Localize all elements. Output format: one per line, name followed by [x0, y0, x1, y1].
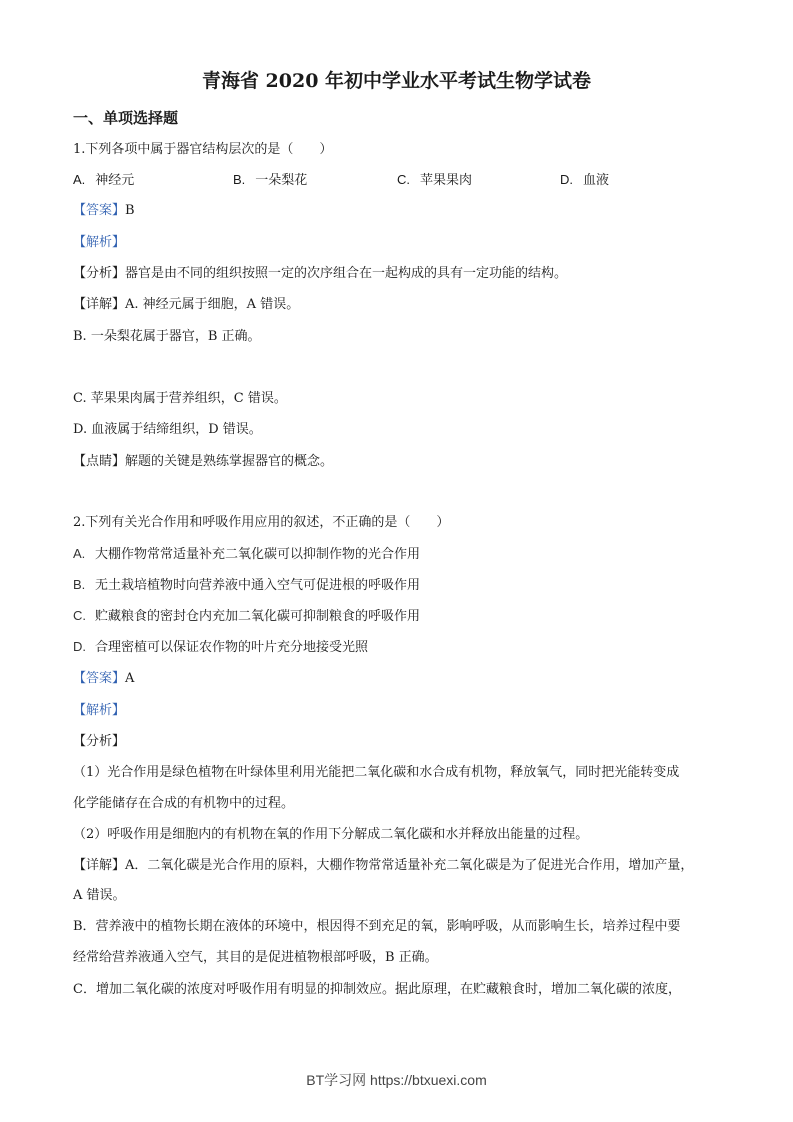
q2-answer-value: A [125, 671, 135, 686]
section-heading: 一、单项选择题 [73, 109, 179, 127]
q2-respiration-line: （2）呼吸作用是细胞内的有机物在氧的作用下分解成二氧化碳和水并释放出能量的过程。 [73, 827, 589, 842]
q2-option-b-letter: B. [73, 577, 86, 592]
q1-option-c-letter: C. [397, 172, 410, 187]
q1-analysis-tag: 【解析】 [73, 235, 126, 250]
q2-option-b [73, 576, 420, 595]
q2-detail-c-line-1: C．增加二氧化碳的浓度对呼吸作用有明显的抑制效应。据此原理，在贮藏粮食时，增加二氧化碳的浓度， [73, 982, 681, 997]
q2-option-c-letter: C. [73, 608, 86, 623]
q2-option-d-letter: D. [73, 639, 86, 654]
q1-option-a [73, 171, 134, 190]
q2-photosynthesis-line-2: 化学能储存在合成的有机物中的过程。 [73, 796, 295, 811]
q1-fenxi [73, 265, 567, 283]
q1-detail-tag: 【详解】 [73, 297, 126, 312]
q2-answer [73, 670, 134, 688]
q2-detail-a-line-2: A 错误。 [73, 888, 126, 903]
question-1-options [0, 171, 793, 189]
question-1-stem: 1.下列各项中属于器官结构层次的是（ ） [73, 142, 333, 157]
q1-detail [73, 296, 299, 314]
question-2-stem: 2.下列有关光合作用和呼吸作用应用的叙述，不正确的是（ ） [73, 515, 450, 530]
q1-detail-c: C. 苹果果肉属于营养组织，C 错误。 [73, 391, 287, 406]
q2-detail-b-line-2: 经常给营养液通入空气，其目的是促进植物根部呼吸，B 正确。 [73, 950, 438, 965]
q2-option-d-text: 合理密植可以保证农作物的叶片充分地接受光照 [95, 640, 369, 655]
page-title: 青海省 2020 年初中学业水平考试生物学试卷 [201, 70, 592, 92]
q1-option-d-text: 血液 [583, 173, 610, 188]
q1-option-b-text: 一朵梨花 [255, 173, 308, 188]
q2-photosynthesis-line-1: （1）光合作用是绿色植物在叶绿体里利用光能把二氧化碳和水合成有机物，释放氧气，同时把光能转变成 [73, 765, 680, 780]
q2-detail-tag: 【详解】 [73, 858, 126, 873]
q2-option-a [73, 545, 420, 564]
q2-option-c-text: 贮藏粮食的密封仓内充加二氧化碳可抑制粮食的呼吸作用 [95, 609, 421, 624]
page-footer: BT学习网 https://btxuexi.com [306, 1072, 487, 1088]
q2-option-c [73, 607, 420, 626]
q1-option-d [560, 171, 609, 190]
q2-fenxi-tag: 【分析】 [73, 734, 126, 749]
q1-answer [73, 202, 135, 220]
q2-answer-tag: 【答案】 [73, 671, 126, 686]
q2-detail-a-text: A．二氧化碳是光合作用的原料，大棚作物常常适量补充二氧化碳是为了促进光合作用，增加产量， [125, 858, 694, 873]
q1-option-c-text: 苹果果肉 [420, 173, 473, 188]
q2-option-a-text: 大棚作物常常适量补充二氧化碳可以抑制作物的光合作用 [95, 547, 421, 562]
q1-fenxi-text: 器官是由不同的组织按照一定的次序组合在一起构成的具有一定功能的结构。 [125, 266, 568, 281]
q1-detail-a: A. 神经元属于细胞，A 错误。 [125, 297, 300, 312]
q2-option-d [73, 638, 368, 657]
q1-dianjing-tag: 【点睛】 [73, 454, 126, 469]
q2-detail-b-line-1: B．营养液中的植物长期在液体的环境中，根因得不到充足的氧，影响呼吸，从而影响生长，培养过程中要 [73, 919, 681, 934]
q1-fenxi-tag: 【分析】 [73, 266, 126, 281]
q1-option-b [233, 171, 307, 190]
q1-detail-b: B. 一朵梨花属于器官，B 正确。 [73, 329, 261, 344]
q1-option-b-letter: B. [233, 172, 246, 187]
q1-answer-value: B [125, 203, 135, 218]
q2-option-b-text: 无土栽培植物时向营养液中通入空气可促进根的呼吸作用 [95, 578, 421, 593]
q2-option-a-letter: A. [73, 546, 86, 561]
q2-detail-a-line-1 [73, 857, 693, 875]
q1-dianjing [73, 453, 333, 471]
q1-answer-tag: 【答案】 [73, 203, 126, 218]
q1-option-d-letter: D. [560, 172, 573, 187]
q1-detail-d: D. 血液属于结缔组织，D 错误。 [73, 422, 262, 437]
q1-dianjing-text: 解题的关键是熟练掌握器官的概念。 [125, 454, 334, 469]
q1-option-a-text: 神经元 [95, 173, 135, 188]
q1-option-c [397, 171, 472, 190]
q1-option-a-letter: A. [73, 172, 86, 187]
q2-analysis-tag: 【解析】 [73, 703, 126, 718]
